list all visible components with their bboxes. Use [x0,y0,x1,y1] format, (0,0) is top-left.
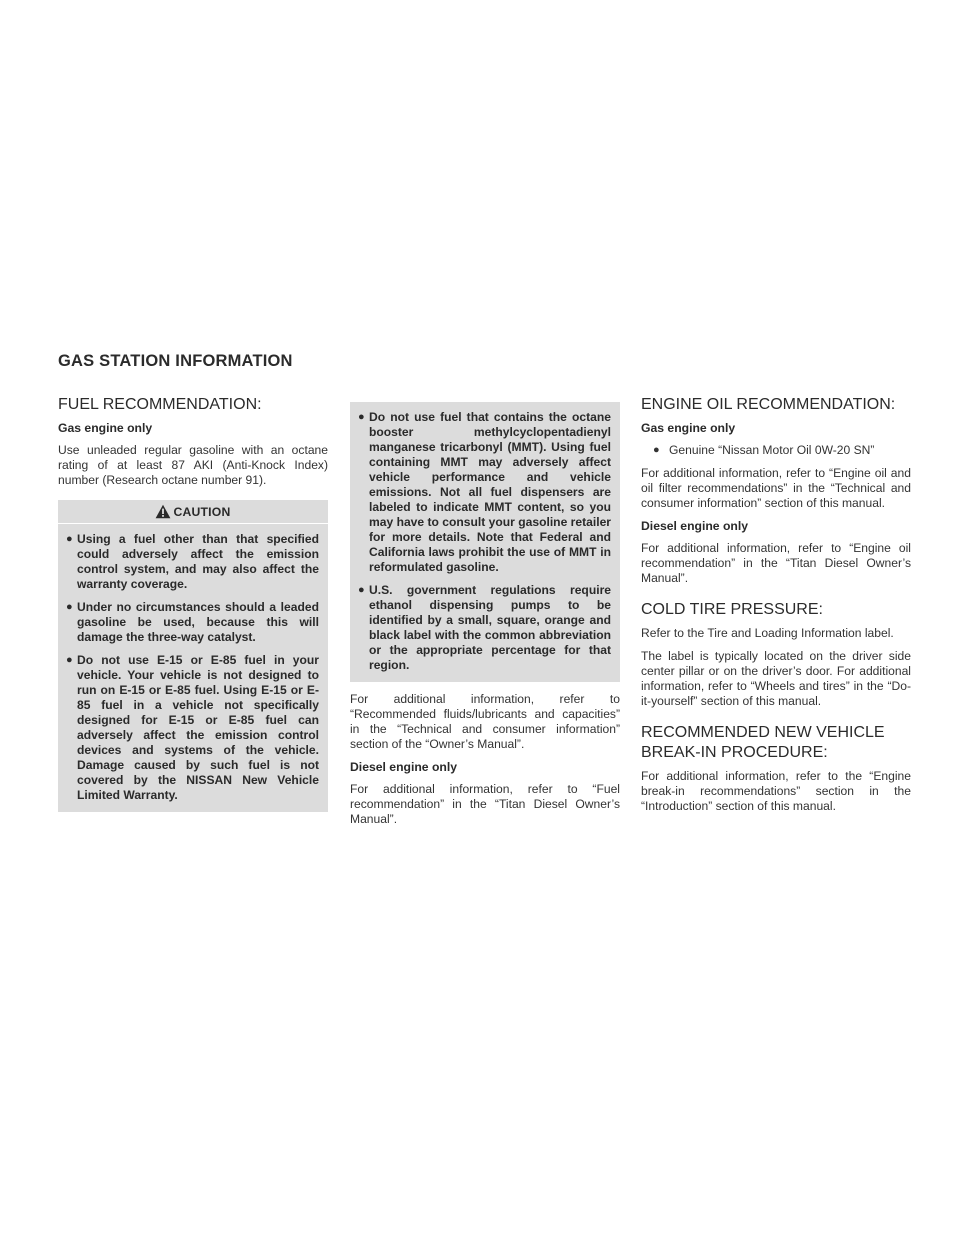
cold-tire-pressure-heading: COLD TIRE PRESSURE: [641,601,823,618]
caution-item [66,532,319,592]
caution-header [66,500,319,523]
caution-box-continued [350,402,620,682]
caution-item [66,600,319,645]
bullet-icon: ● [66,601,73,613]
caution-item [66,653,319,803]
caution-item [358,583,611,673]
octane-paragraph: Use unleaded regular gasoline with an octane rating of at least 87 AKI (Anti-Knock Index) number (Research octane number 91). [58,443,328,487]
bullet-icon: ● [358,411,365,423]
gas-engine-subheading: Gas engine only [58,421,153,435]
bullet-icon: ● [66,533,73,545]
caution-divider [58,523,328,524]
caution-item-text: Do not use E-15 or E-85 fuel in your vehicle. Your vehicle is not designed to run on E-15 or E-85 fuel. Using E-15 or E-85 fuel in a vehicle not specifically designed for E-15 or E-85 fuel can adversely affect the emission control devices and systems of the vehicle. Damage caused by such fuel is not covered by the NISSAN New Vehicle Limited Warranty. [77,653,319,802]
column-fuel-continued [350,402,620,835]
fuel-recommendation-heading: FUEL RECOMMENDATION: [58,396,262,413]
engine-oil-heading: ENGINE OIL RECOMMENDATION: [641,396,896,413]
oil-spec-text: Genuine “Nissan Motor Oil 0W-20 SN” [669,443,875,457]
bullet-icon: ● [66,654,73,666]
break-in-heading-line-2: BREAK-IN PROCEDURE: [641,744,828,761]
oil-spec-item [653,443,911,458]
tire-paragraph-1: Refer to the Tire and Loading Information label. [641,626,894,640]
bullet-icon: ● [358,584,365,596]
bullet-icon: ● [653,444,660,456]
caution-box [58,500,328,812]
tire-paragraph-2: The label is typically located on the driver side center pillar or on the driver’s door. For additional information, refer to “Wheels and tires” in the “Do-it-yourself” section of this manual. [641,649,911,708]
diesel-engine-subheading: Diesel engine only [350,760,458,774]
break-in-heading-line-1: RECOMMENDED NEW VEHICLE [641,724,885,741]
column-oil-tire-breakin [641,395,911,822]
break-in-paragraph: For additional information, refer to the “Engine break-in recommendations” section in the “Introduction” section of this manual. [641,769,911,813]
warning-triangle-icon [155,504,171,519]
oil-diesel-subheading: Diesel engine only [641,519,749,533]
oil-gas-subheading: Gas engine only [641,421,736,435]
caution-item [358,410,611,575]
oil-gas-paragraph: For additional information, refer to “Engine oil and oil filter recommendations” in the “Technical and consumer information” section of this manual. [641,466,911,510]
fluids-reference-paragraph: For additional information, refer to “Recommended fluids/lubricants and capacities” in the “Technical and consumer information” section of the “Owner’s Manual”. [350,692,620,751]
caution-item-text: Under no circumstances should a leaded gasoline be used, because this will damage the three-way catalyst. [77,600,319,644]
column-fuel-recommendation [58,395,328,812]
diesel-fuel-paragraph: For additional information, refer to “Fuel recommendation” in the “Titan Diesel Owner’s Manual”. [350,782,620,826]
caution-item-text: Do not use fuel that contains the octane booster methylcyclopentadienyl manganese tricarbonyl (MMT). Using fuel containing MMT may adversely affect vehicle performance and vehicle emissions. Not all fuel dispensers are labeled to indicate MMT content, so you may have to consult your gasoline retailer for more details. Note that Federal and California laws prohibit the use of MMT in reformulated gasoline. [369,410,611,574]
section-title: GAS STATION INFORMATION [58,352,293,370]
caution-item-text: U.S. government regulations require ethanol dispensing pumps to be identified by a small, square, orange and black label with the common abbreviation or the appropriate percentage for that region. [369,583,611,672]
caution-label: CAUTION [173,504,231,519]
oil-diesel-paragraph: For additional information, refer to “Engine oil recommendation” in the “Titan Diesel Owner’s Manual”. [641,541,911,585]
caution-item-text: Using a fuel other than that specified could adversely affect the emission control system, and may also affect the warranty coverage. [77,532,319,591]
break-in-heading [641,723,911,763]
